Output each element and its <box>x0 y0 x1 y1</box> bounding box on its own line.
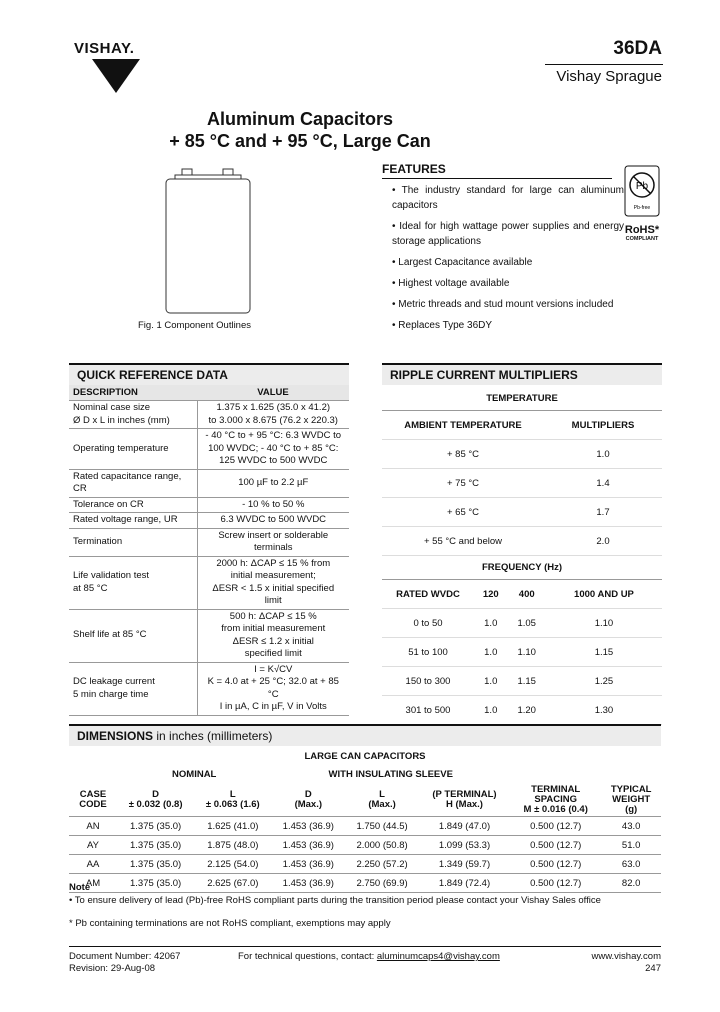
page-number: 247 <box>645 963 661 974</box>
page-title <box>60 108 540 152</box>
feature-item: • The industry standard for large can aluminum capacitors <box>392 185 624 211</box>
freq-row <box>382 667 662 696</box>
figure-caption: Fig. 1 Component Outlines <box>138 320 252 331</box>
freq-cell: 1.30 <box>546 696 662 725</box>
quick-reference-title: QUICK REFERENCE DATA <box>69 365 349 385</box>
dm-sleeve: WITH INSULATING SLEEVE <box>328 769 453 780</box>
freq-cell: 1.0 <box>474 667 508 696</box>
dim-cell: 2.250 (57.2) <box>345 855 419 874</box>
dm-h-d2: D (Max.) <box>271 784 345 817</box>
dim-cell: 1.453 (36.9) <box>271 874 345 893</box>
qr-row <box>69 469 349 497</box>
temp-cell: + 55 °C and below <box>382 527 544 556</box>
qr-value: 1.375 x 1.625 (35.0 x 41.2) to 3.000 x 8.675 (76.2 x 220.3) <box>197 401 349 429</box>
qr-value: 2000 h: ΔCAP ≤ 15 % from initial measurement; ΔESR < 1.5 x initial specified limit <box>197 556 349 609</box>
qr-description: Rated capacitance range, CR <box>69 469 197 497</box>
part-number: 36DA <box>613 38 662 59</box>
temp-row <box>382 498 662 527</box>
note-2: * Pb containing terminations are not RoHS compliant, exemptions may apply <box>69 918 391 929</box>
temp-row <box>382 527 662 556</box>
qr-value: 6.3 WVDC to 500 WVDC <box>197 513 349 529</box>
qr-row <box>69 497 349 513</box>
vishay-logo <box>74 40 140 93</box>
dm-h-wt: TYPICAL WEIGHT (g) <box>601 784 661 817</box>
dm-h-case: CASE CODE <box>69 784 117 817</box>
qr-description: DC leakage current 5 min charge time <box>69 662 197 715</box>
footer-right <box>591 951 661 975</box>
dim-cell: 1.849 (47.0) <box>419 817 510 836</box>
qr-row <box>69 662 349 715</box>
temp-row <box>382 469 662 498</box>
dim-cell: 1.849 (72.4) <box>419 874 510 893</box>
dim-cell: 1.099 (53.3) <box>419 836 510 855</box>
frequency-table <box>382 580 662 725</box>
temp-cell: + 65 °C <box>382 498 544 527</box>
freq-cell: 1.15 <box>546 638 662 667</box>
qr-value: 100 µF to 2.2 µF <box>197 469 349 497</box>
dm-nominal: NOMINAL <box>172 769 217 780</box>
qr-description: Rated voltage range, UR <box>69 513 197 529</box>
temp-cell: 2.0 <box>544 527 662 556</box>
rp-col-120: 120 <box>474 580 508 609</box>
freq-cell: 1.05 <box>508 609 546 638</box>
qr-description: Life validation test at 85 °C <box>69 556 197 609</box>
qr-description: Shelf life at 85 °C <box>69 609 197 662</box>
temp-cell: 1.7 <box>544 498 662 527</box>
rohs-text: RoHS* <box>624 224 660 236</box>
dim-cell: 43.0 <box>601 817 661 836</box>
qr-description: Termination <box>69 528 197 556</box>
dim-cell: AY <box>69 836 117 855</box>
rp-col-wvdc: RATED WVDC <box>382 580 474 609</box>
feature-item: • Largest Capacitance available <box>392 257 533 268</box>
qr-description: Nominal case size Ø D x L in inches (mm) <box>69 401 197 429</box>
features-rule <box>382 178 612 179</box>
qr-row <box>69 429 349 470</box>
dimensions-title: DIMENSIONS in inches (millimeters) <box>69 726 661 746</box>
feature-item: • Metric threads and stud mount versions included <box>392 299 614 310</box>
qr-description: Tolerance on CR <box>69 497 197 513</box>
freq-cell: 0 to 50 <box>382 609 474 638</box>
freq-cell: 1.0 <box>474 638 508 667</box>
dm-h-ts: TERMINAL SPACING M ± 0.016 (0.4) <box>510 784 601 817</box>
temp-cell: + 85 °C <box>382 440 544 469</box>
dim-cell: 1.453 (36.9) <box>271 855 345 874</box>
ripple-title: RIPPLE CURRENT MULTIPLIERS <box>382 365 662 385</box>
dim-cell: AM <box>69 874 117 893</box>
rohs-sub: COMPLIANT <box>625 236 659 242</box>
freq-cell: 150 to 300 <box>382 667 474 696</box>
freq-cell: 1.25 <box>546 667 662 696</box>
freq-cell: 1.20 <box>508 696 546 725</box>
dim-cell: 1.375 (35.0) <box>117 855 194 874</box>
freq-cell: 51 to 100 <box>382 638 474 667</box>
temperature-heading: TEMPERATURE <box>382 385 662 411</box>
dim-cell: 82.0 <box>601 874 661 893</box>
rp-col-1000: 1000 AND UP <box>546 580 662 609</box>
feature-item: • Ideal for high wattage power supplies and energy storage applications <box>392 221 625 247</box>
qr-description: Operating temperature <box>69 429 197 470</box>
dim-cell: 2.750 (69.9) <box>345 874 419 893</box>
contact-email-link[interactable]: aluminumcaps4@vishay.com <box>376 951 500 962</box>
freq-cell: 1.0 <box>474 696 508 725</box>
freq-cell: 1.10 <box>508 638 546 667</box>
freq-cell: 1.0 <box>474 609 508 638</box>
qr-row <box>69 513 349 529</box>
dim-cell: 1.875 (48.0) <box>194 836 271 855</box>
qr-value: - 40 °C to + 95 °C: 6.3 WVDC to 100 WVDC; - 40 °C to + 85 °C: 125 WVDC to 500 WVDC <box>197 429 349 470</box>
rohs-badge <box>624 165 660 242</box>
dim-cell: 2.000 (50.8) <box>345 836 419 855</box>
qr-value: Screw insert or solderable terminals <box>197 528 349 556</box>
frequency-heading: FREQUENCY (Hz) <box>382 556 662 580</box>
pb-sub: Pb-free <box>633 205 651 211</box>
doc-number: Document Number: 42067 <box>69 951 181 962</box>
note-heading: Note <box>69 882 91 893</box>
dim-row <box>69 855 661 874</box>
dim-cell: 0.500 (12.7) <box>510 855 601 874</box>
dimensions-table <box>69 746 661 893</box>
rp-col-400: 400 <box>508 580 546 609</box>
quick-reference-table <box>69 385 349 716</box>
website-link[interactable]: www.vishay.com <box>591 951 661 962</box>
freq-cell: 1.15 <box>508 667 546 696</box>
dim-cell: AN <box>69 817 117 836</box>
dim-cell: 1.453 (36.9) <box>271 817 345 836</box>
title-line-1: Aluminum Capacitors <box>206 109 394 129</box>
freq-row <box>382 638 662 667</box>
pb-label: Pb <box>635 181 649 192</box>
dim-cell: 1.375 (35.0) <box>117 817 194 836</box>
dim-cell: 1.750 (44.5) <box>345 817 419 836</box>
features-list <box>382 183 624 339</box>
features-heading: FEATURES <box>382 162 446 176</box>
dimensions-section <box>69 724 661 893</box>
dim-cell: 1.375 (35.0) <box>117 874 194 893</box>
qr-row <box>69 528 349 556</box>
ripple-section <box>382 363 662 725</box>
title-line-2: + 85 °C and + 95 °C, Large Can <box>169 131 431 151</box>
qr-row <box>69 609 349 662</box>
freq-row <box>382 609 662 638</box>
dim-cell: AA <box>69 855 117 874</box>
dim-row <box>69 874 661 893</box>
pb-free-icon <box>624 165 660 217</box>
freq-row <box>382 696 662 725</box>
footer-rule <box>69 946 661 947</box>
dim-cell: 0.500 (12.7) <box>510 874 601 893</box>
qr-value: 500 h: ΔCAP ≤ 15 % from initial measurement ΔESR ≤ 1.2 x initial specified limit <box>197 609 349 662</box>
company-name: Vishay Sprague <box>556 68 662 85</box>
dim-cell: 51.0 <box>601 836 661 855</box>
logo-text: VISHAY. <box>74 40 135 57</box>
dm-h-d: D ± 0.032 (0.8) <box>117 784 194 817</box>
qr-row <box>69 556 349 609</box>
dm-h-l: L ± 0.063 (1.6) <box>194 784 271 817</box>
dim-cell: 2.625 (67.0) <box>194 874 271 893</box>
freq-cell: 301 to 500 <box>382 696 474 725</box>
dm-h-l2: L (Max.) <box>345 784 419 817</box>
dim-cell: 63.0 <box>601 855 661 874</box>
dim-cell: 2.125 (54.0) <box>194 855 271 874</box>
dim-cell: 1.375 (35.0) <box>117 836 194 855</box>
temp-cell: 1.0 <box>544 440 662 469</box>
feature-item: • Replaces Type 36DY <box>392 320 493 331</box>
qr-col-value: VALUE <box>197 385 349 401</box>
qr-value: - 10 % to 50 % <box>197 497 349 513</box>
temp-cell: + 75 °C <box>382 469 544 498</box>
qr-value: I = K√CV K = 4.0 at + 25 °C; 32.0 at + 85 °C I in µA, C in µF, V in Volts <box>197 662 349 715</box>
quick-reference-section <box>69 363 349 716</box>
dim-cell: 1.625 (41.0) <box>194 817 271 836</box>
dm-group: LARGE CAN CAPACITORS <box>304 751 426 762</box>
footer-doc <box>69 951 180 975</box>
dim-cell: 1.349 (59.7) <box>419 855 510 874</box>
logo-triangle-icon <box>92 59 140 93</box>
footer-contact: For technical questions, contact: aluminumcaps4@vishay.com <box>238 951 500 962</box>
feature-item: • Highest voltage available <box>392 278 510 289</box>
dim-cell: 0.500 (12.7) <box>510 836 601 855</box>
dim-cell: 1.453 (36.9) <box>271 836 345 855</box>
revision: Revision: 29-Aug-08 <box>69 963 156 974</box>
dim-row <box>69 817 661 836</box>
temp-row <box>382 440 662 469</box>
component-outline-figure <box>165 168 255 321</box>
rp-col-multipliers: MULTIPLIERS <box>544 411 662 440</box>
note-1: • To ensure delivery of lead (Pb)-free RoHS compliant parts during the transition period please contact your Vishay Sales office <box>69 895 601 906</box>
qr-row <box>69 401 349 429</box>
dm-h-h: (P TERMINAL) H (Max.) <box>419 784 510 817</box>
temp-cell: 1.4 <box>544 469 662 498</box>
dim-cell: 0.500 (12.7) <box>510 817 601 836</box>
qr-col-description: DESCRIPTION <box>69 385 197 401</box>
dim-row <box>69 836 661 855</box>
header-rule <box>545 64 663 65</box>
rp-col-ambient: AMBIENT TEMPERATURE <box>382 411 544 440</box>
temperature-table <box>382 411 662 556</box>
freq-cell: 1.10 <box>546 609 662 638</box>
